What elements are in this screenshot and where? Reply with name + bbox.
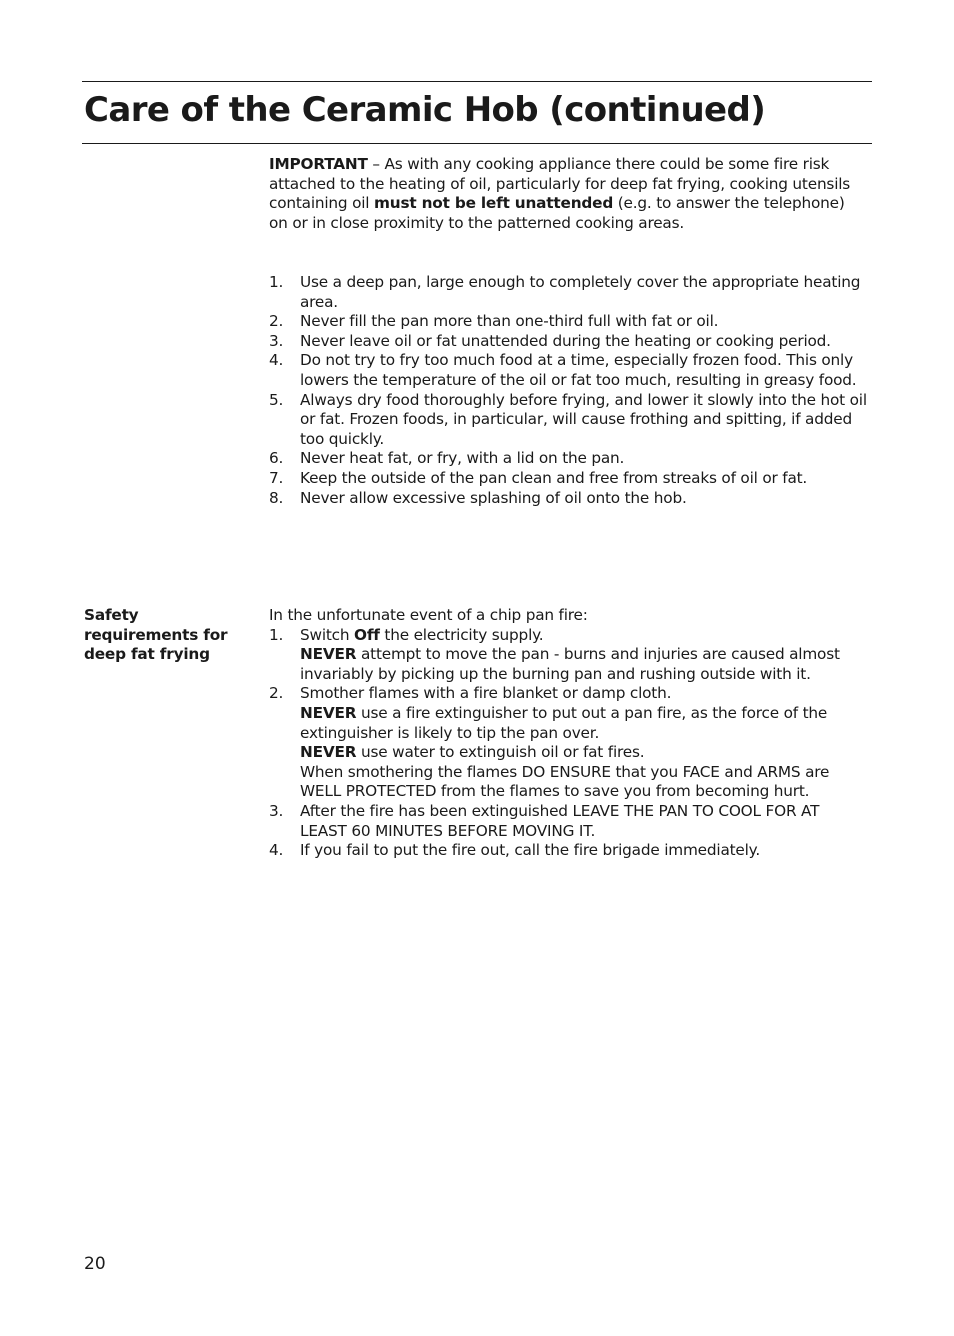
oil-tip-text: Never heat fat, or fry, with a lid on the pan. xyxy=(300,449,625,468)
oil-tip-number: 8. xyxy=(269,488,284,507)
side-heading: Safety requirements for deep fat frying xyxy=(84,606,228,664)
fire-step-2-text: Smother flames with a fire blanket or damp cloth. xyxy=(300,684,672,703)
oil-tip-item xyxy=(269,469,867,489)
oil-tip-text: Use a deep pan, large enough to completely cover the appropriate heating area. xyxy=(300,273,861,311)
page-title: Care of the Ceramic Hob (continued) xyxy=(84,90,766,130)
fire-step-1-never-text: attempt to move the pan - burns and injuries are caused almost invariably by picking up the burning pan and rushing outside with it. xyxy=(300,645,840,683)
oil-tip-item xyxy=(269,312,867,332)
oil-tips-list xyxy=(269,273,867,508)
oil-tip-item xyxy=(269,391,867,450)
oil-tip-text: Always dry food thoroughly before frying, and lower it slowly into the hot oil or fat. Frozen foods, in particular, will cause frothing and spitting, if added too quickly. xyxy=(300,390,867,448)
fire-step-3 xyxy=(269,802,867,841)
important-notice xyxy=(269,155,867,233)
header-top-rule xyxy=(82,81,872,82)
oil-tip-text: Do not try to fry too much food at a time, especially frozen food. This only lowers the temperature of the oil or fat too much, resulting in greasy food. xyxy=(300,351,857,389)
important-text-1: – As with any cooking appliance there could be some fire risk attached to the heating of oil, particularly for deep fat frying, cooking utensils containing oil xyxy=(269,155,851,213)
fire-intro: In the unfortunate event of a chip pan fire: xyxy=(269,606,588,624)
fire-step-2-never-1-text: use a fire extinguisher to put out a pan fire, as the force of the extinguisher is likely to tip the pan over. xyxy=(300,703,828,742)
important-emphasis: must not be left unattended xyxy=(374,194,614,213)
oil-tip-number: 5. xyxy=(269,390,284,409)
chip-pan-fire-section xyxy=(269,606,867,861)
fire-step-1-off: Off xyxy=(354,625,380,644)
important-paragraph xyxy=(269,155,867,233)
fire-step-3-text: After the fire has been extinguished LEAVE THE PAN TO COOL FOR AT LEAST 60 MINUTES BEFORE MOVING IT. xyxy=(300,801,820,840)
fire-step-1-pre: Switch xyxy=(300,625,355,644)
fire-step-2-number: 2. xyxy=(269,684,284,703)
oil-tip-item xyxy=(269,273,867,312)
oil-tip-item xyxy=(269,449,867,469)
oil-tip-text: Never allow excessive splashing of oil onto the hob. xyxy=(300,488,687,507)
oil-tip-number: 1. xyxy=(269,273,284,291)
fire-step-4 xyxy=(269,841,867,861)
important-label: IMPORTANT xyxy=(269,155,368,173)
oil-tip-number: 7. xyxy=(269,468,284,487)
oil-tip-text: Never leave oil or fat unattended during the heating or cooking period. xyxy=(300,331,831,350)
page-number: 20 xyxy=(84,1254,106,1274)
oil-tip-text: Never fill the pan more than one-third full with fat or oil. xyxy=(300,312,719,331)
oil-tip-number: 3. xyxy=(269,331,284,350)
header-bottom-rule xyxy=(82,143,872,144)
fire-step-1-post: the electricity supply. xyxy=(379,625,544,644)
important-text-2: (e.g. to answer the telephone) on or in close proximity to the patterned cooking areas. xyxy=(269,194,845,232)
fire-step-2-never-1: NEVER xyxy=(300,703,357,722)
oil-tip-number: 2. xyxy=(269,312,284,331)
oil-tip-text: Keep the outside of the pan clean and free from streaks of oil or fat. xyxy=(300,468,808,487)
oil-tip-number: 6. xyxy=(269,449,284,468)
oil-tip-item xyxy=(269,489,867,509)
fire-step-2-never-2: NEVER xyxy=(300,743,357,762)
fire-step-3-number: 3. xyxy=(269,801,284,820)
fire-step-2 xyxy=(269,684,867,802)
oil-tips-section xyxy=(269,273,867,508)
fire-step-2-ensure-text: When smothering the flames DO ENSURE that you FACE and ARMS are WELL PROTECTED from the flames to save you from becoming hurt. xyxy=(300,762,830,801)
fire-step-4-number: 4. xyxy=(269,841,284,860)
oil-tip-item xyxy=(269,351,867,390)
fire-step-1 xyxy=(269,626,867,685)
oil-tip-number: 4. xyxy=(269,351,284,370)
fire-step-1-never: NEVER xyxy=(300,645,357,664)
oil-tip-item xyxy=(269,332,867,352)
fire-step-1-number: 1. xyxy=(269,625,284,644)
fire-steps-list xyxy=(269,626,867,861)
fire-step-4-text: If you fail to put the fire out, call the fire brigade immediately. xyxy=(300,841,761,860)
fire-step-2-never-2-text: use water to extinguish oil or fat fires. xyxy=(356,743,645,762)
